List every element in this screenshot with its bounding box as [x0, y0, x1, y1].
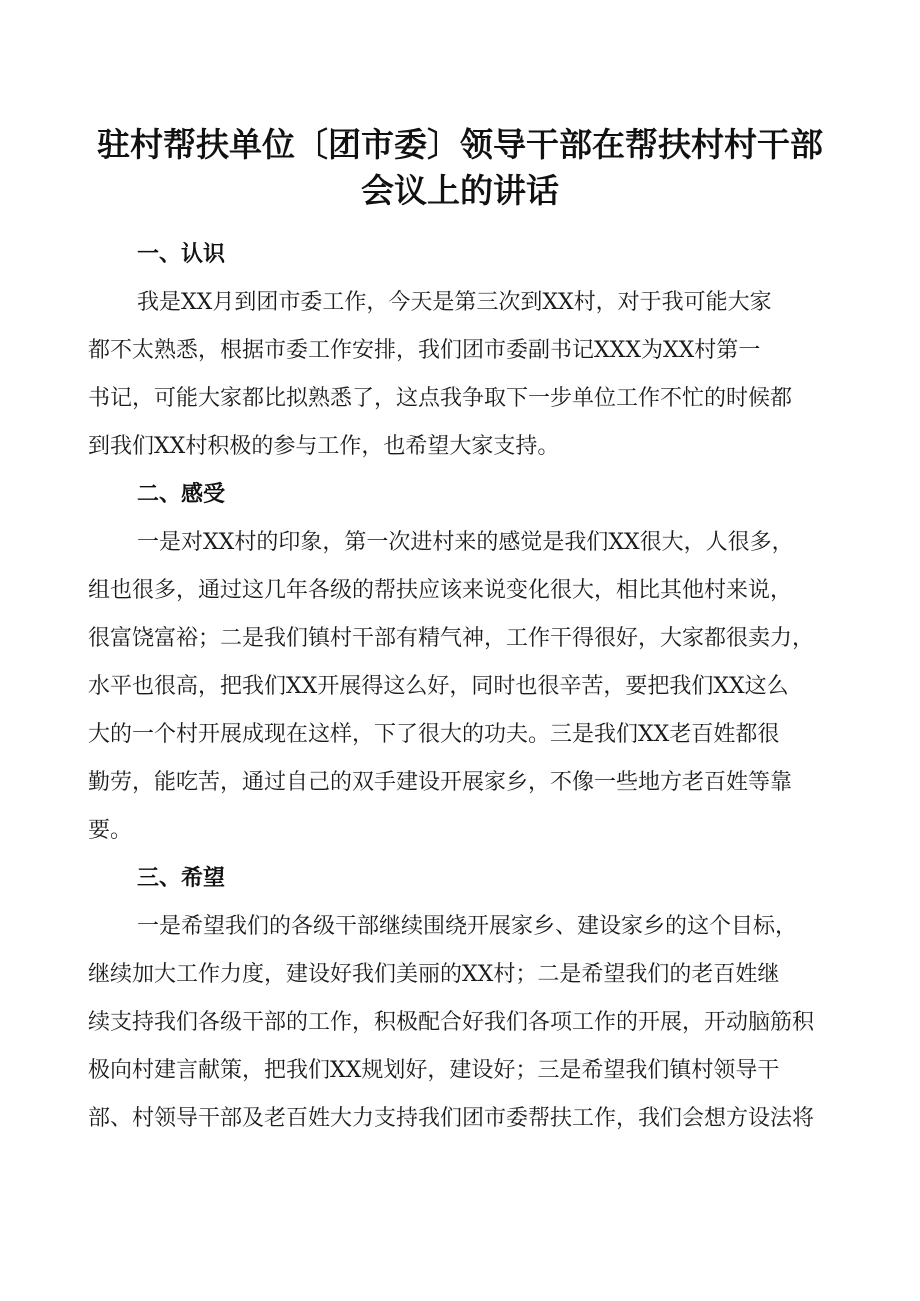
section-heading-recognition: 一、认识 — [137, 242, 226, 267]
paragraph-line: 到我们XX村积极的参与工作，也希望大家支持。 — [88, 434, 560, 459]
paragraph-line: 续支持我们各级干部的工作，积极配合好我们各项工作的开展，开动脑筋积 — [88, 1010, 815, 1035]
document-title-line-2: 会议上的讲话 — [361, 171, 559, 210]
paragraph-line: 水平也很高，把我们XX开展得这么好，同时也很辛苦，要把我们XX这么 — [88, 674, 789, 699]
section-heading-feelings: 二、感受 — [137, 482, 226, 507]
paragraph-line: 要。 — [88, 818, 133, 843]
paragraph-line: 组也很多，通过这几年各级的帮扶应该来说变化很大，相比其他村来说， — [88, 578, 793, 603]
paragraph-line: 部、村领导干部及老百姓大力支持我们团市委帮扶工作，我们会想方设法将 — [88, 1106, 815, 1131]
paragraph-line: 继续加大工作力度，建设好我们美丽的XX村；二是希望我们的老百姓继 — [88, 962, 780, 987]
paragraph-line: 都不太熟悉，根据市委工作安排，我们团市委副书记XXX为XX村第一 — [88, 338, 761, 363]
paragraph-line: 我是XX月到团市委工作，今天是第三次到XX村，对于我可能大家 — [137, 290, 772, 315]
paragraph-line: 勤劳，能吃苦，通过自己的双手建设开展家乡，不像一些地方老百姓等靠 — [88, 770, 793, 795]
paragraph-line: 大的一个村开展成现在这样，下了很大的功夫。三是我们XX老百姓都很 — [88, 722, 780, 747]
paragraph-line: 极向村建言献策，把我们XX规划好，建设好；三是希望我们镇村领导干 — [88, 1058, 780, 1083]
paragraph-line: 一是希望我们的各级干部继续围绕开展家乡、建设家乡的这个目标， — [137, 914, 798, 939]
paragraph-line: 书记，可能大家都比拟熟悉了，这点我争取下一步单位工作不忙的时候都 — [88, 386, 793, 411]
document-title-line-1: 驻村帮扶单位〔团市委〕领导干部在帮扶村村干部 — [97, 125, 823, 164]
paragraph-line: 一是对XX村的印象，第一次进村来的感觉是我们XX很大，人很多， — [137, 530, 794, 555]
section-heading-hopes: 三、希望 — [137, 866, 226, 891]
paragraph-line: 很富饶富裕；二是我们镇村干部有精气神，工作干得很好，大家都很卖力， — [88, 626, 815, 651]
